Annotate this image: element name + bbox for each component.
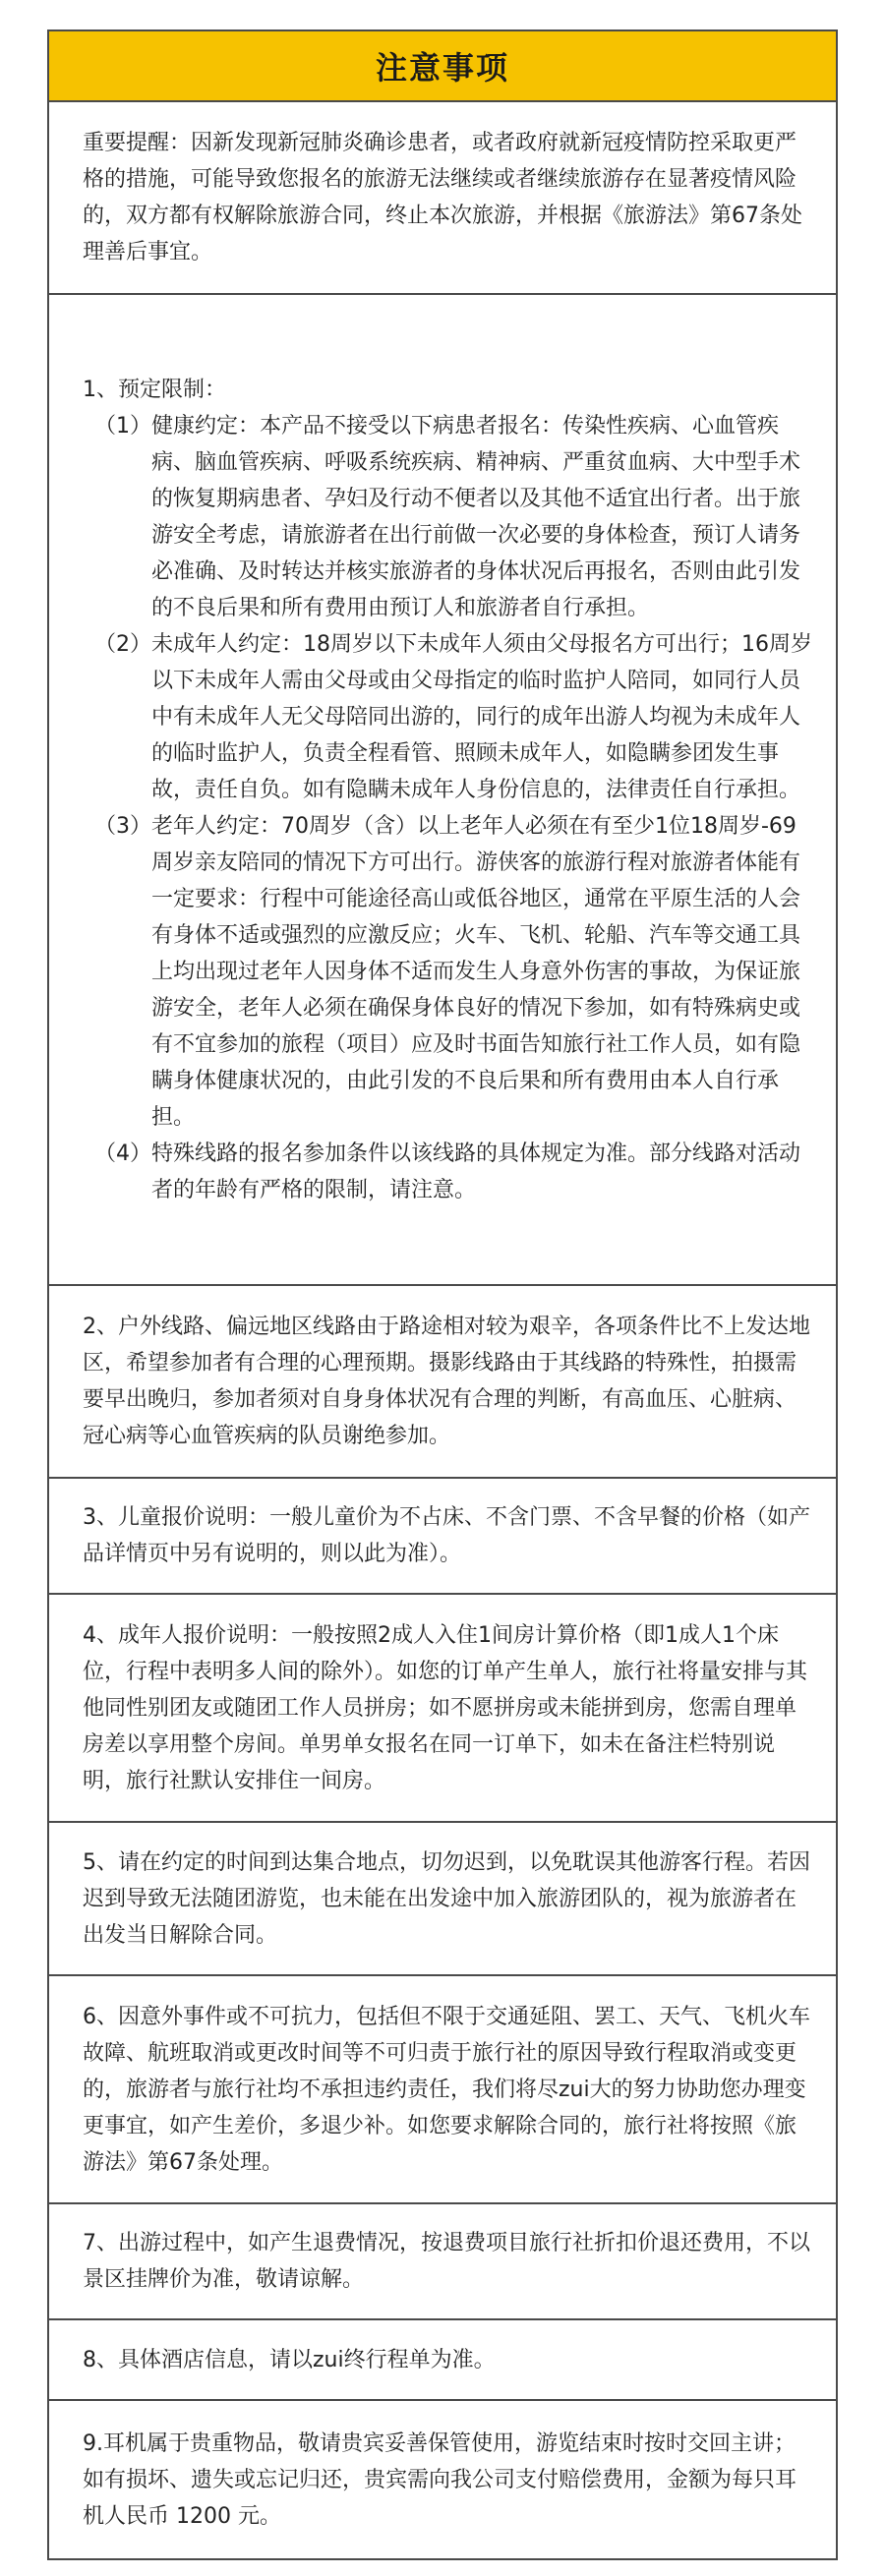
list-item: [94, 626, 816, 808]
section-refund: [49, 2204, 836, 2320]
elderly-rule-text: 老年人约定：70周岁（含）以上老年人必须在有至少1位18周岁-69周岁亲友陪同的情况下方可出行。游侠客的旅游行程对旅游者体能有一定要求：行程中可能途径高山或低谷地区，通常在平原生活的人会有身体不适或强烈的应激反应；火车、飞机、轮船、汽车等交通工具上均出现过老年人因身体不适而发生人身意外伤害的事故，为保证旅游安全，老年人必须在确保身体良好的情况下参加，如有特殊病史或有不宜参加的旅程（项目）应及时书面告知旅行社工作人员，如有隐瞒身体健康状况的，由此引发的不良后果和所有费用由本人自行承担。: [151, 813, 801, 1130]
list-item: [94, 1136, 816, 1208]
item-number: （2）: [94, 631, 151, 657]
list-item: [94, 808, 816, 1136]
health-rule-text: 健康约定：本产品不接受以下病患者报名：传染性疾病、心血管疾病、脑血管疾病、呼吸系统疾病、精神病、严重贫血病、大中型手术的恢复期病患者、孕妇及行动不便者以及其他不适宜出行者。出于旅游安全考虑，请旅游者在出行前做一次必要的身体检查，预订人请务必准确、及时转达并核实旅游者的身体状况后再报名，否则由此引发的不良后果和所有费用由预订人和旅游者自行承担。: [151, 413, 801, 620]
hotel-info-text: 8、具体酒店信息，请以zui终行程单为准。: [83, 2347, 496, 2372]
force-majeure-text: 6、因意外事件或不可抗力，包括但不限于交通延阻、罢工、天气、飞机火车故障、航班取消或更改时间等不可归责于旅行社的原因导致行程取消或变更的，旅游者与旅行社均不承担违约责任，我们将尽zui大的努力协助您办理变更事宜，如产生差价，多退少补。如您要求解除合同的，旅行社将按照《旅游法》第67条处理。: [83, 2004, 810, 2175]
page-title: 注意事项: [49, 31, 836, 102]
section-child-pricing: [49, 1479, 836, 1595]
section-hotel-info: [49, 2320, 836, 2401]
section-outdoor-routes: [49, 1286, 836, 1479]
section-meeting-time: [49, 1823, 836, 1976]
outdoor-routes-text: 2、户外线路、偏远地区线路由于路途相对较为艰辛，各项条件比不上发达地区，希望参加者有合理的心理预期。摄影线路由于其线路的特殊性，拍摄需要早出晚归，参加者须对自身身体状况有合理的判断，有高血压、心脏病、冠心病等心血管疾病的队员谢绝参加。: [83, 1315, 810, 1448]
item-number: （1）: [94, 413, 151, 439]
important-notice-section: [49, 102, 836, 295]
list-item: [94, 408, 816, 626]
adult-pricing-text: 4、成年人报价说明：一般按照2成人入住1间房计算价格（即1成人1个床位，行程中表明多人间的除外）。如您的订单产生单人，旅行社将量安排与其他同性别团友或随团工作人员拼房；如不愿拼房或未能拼到房，您需自理单房差以享用整个房间。单男单女报名在同一订单下，如未在备注栏特别说明，旅行社默认安排住一间房。: [83, 1622, 808, 1793]
notice-document: [47, 29, 838, 2560]
section-headphones: [49, 2401, 836, 2558]
restriction-list: [83, 408, 816, 1208]
section-booking-restrictions: [49, 295, 836, 1286]
meeting-time-text: 5、请在约定的时间到达集合地点，切勿迟到，以免耽误其他游客行程。若因迟到导致无法随团游览，也未能在出发途中加入旅游团队的，视为旅游者在出发当日解除合同。: [83, 1849, 810, 1948]
refund-text: 7、出游过程中，如产生退费情况，按退费项目旅行社折扣价退还费用，不以景区挂牌价为准，敬请谅解。: [83, 2231, 810, 2292]
special-route-rule-text: 特殊线路的报名参加条件以该线路的具体规定为准。部分线路对活动者的年龄有严格的限制，请注意。: [151, 1141, 801, 1202]
item-number: （4）: [94, 1141, 151, 1166]
section-heading: 1、预定限制：: [83, 377, 226, 402]
headphones-text: 9.耳机属于贵重物品，敬请贵宾妥善保管使用，游览结束时按时交回主讲；如有损坏、遗失或忘记归还，贵宾需向我公司支付赔偿费用，金额为每只耳机人民币 1200 元。: [83, 2430, 797, 2529]
section-force-majeure: [49, 1976, 836, 2204]
section-adult-pricing: [49, 1595, 836, 1823]
item-number: （3）: [94, 813, 151, 839]
child-pricing-text: 3、儿童报价说明：一般儿童价为不占床、不含门票、不含早餐的价格（如产品详情页中另有说明的，则以此为准）。: [83, 1505, 810, 1566]
minor-rule-text: 未成年人约定：18周岁以下未成年人须由父母报名方可出行；16周岁以下未成年人需由父母或由父母指定的临时监护人陪同，如同行人员中有未成年人无父母陪同出游的，同行的成年出游人均视为未成年人的临时监护人，负责全程看管、照顾未成年人，如隐瞒参团发生事故，责任自负。如有隐瞒未成年人身份信息的，法律责任自行承担。: [151, 631, 812, 802]
important-notice-text: 重要提醒：因新发现新冠肺炎确诊患者，或者政府就新冠疫情防控采取更严格的措施，可能导致您报名的旅游无法继续或者继续旅游存在显著疫情风险的，双方都有权解除旅游合同，终止本次旅游，并根据《旅游法》第67条处理善后事宜。: [83, 131, 802, 264]
